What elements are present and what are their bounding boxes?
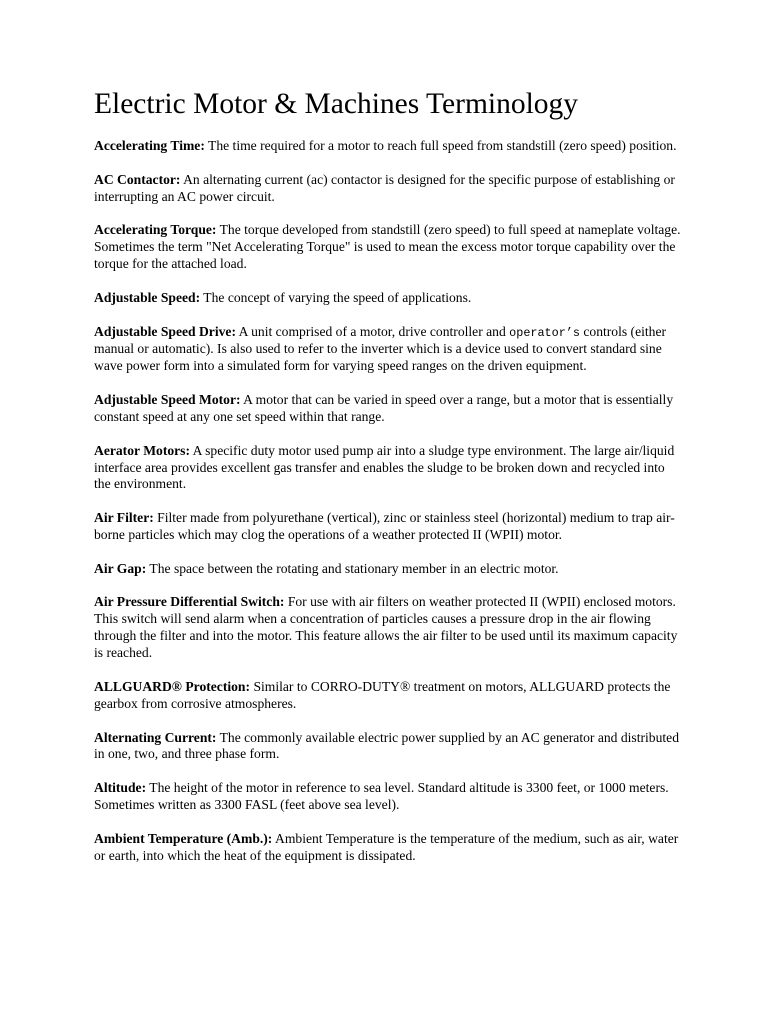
glossary-entry (94, 510, 684, 544)
glossary-term: Ambient Temperature (Amb.): (94, 830, 273, 846)
glossary-definition: The height of the motor in reference to sea level. Standard altitude is 3300 feet, or 1000 meters. Sometimes written as 3300 FASL (feet above sea level). (94, 780, 669, 813)
glossary-definition: controls (either manual or automatic). Is also used to refer to the inverter which is a device used to convert standard sine wave power form into a simulated form for varying speed ranges on the driven equipment. (94, 323, 667, 374)
glossary-term: AC Contactor: (94, 171, 181, 187)
document-page (94, 86, 684, 881)
glossary-term: Alternating Current: (94, 729, 217, 745)
glossary-term: Air Pressure Differential Switch: (94, 594, 285, 610)
glossary-term: Aerator Motors: (94, 442, 190, 458)
glossary-term: Air Gap: (94, 560, 147, 576)
glossary-definition: An alternating current (ac) contactor is designed for the specific purpose of establishing or interrupting an AC power circuit. (94, 171, 675, 204)
glossary-entry (94, 780, 684, 814)
glossary-term: Adjustable Speed Motor: (94, 392, 241, 408)
glossary-entry (94, 222, 684, 273)
glossary-entry (94, 831, 684, 865)
glossary-entry (94, 324, 684, 376)
glossary-term: Accelerating Torque: (94, 222, 217, 238)
glossary-term: Air Filter: (94, 510, 154, 526)
glossary-term: Altitude: (94, 780, 147, 796)
glossary-definition: Similar to CORRO-DUTY® treatment on motors, ALLGUARD protects the gearbox from corrosive atmospheres. (94, 678, 671, 711)
glossary-definition: Ambient Temperature is the temperature of the medium, such as air, water or earth, into which the heat of the equipment is dissipated. (94, 830, 679, 863)
glossary-term: Accelerating Time: (94, 138, 205, 153)
glossary-entry (94, 730, 684, 764)
glossary-entry (94, 172, 684, 206)
glossary-term: ALLGUARD® Protection: (94, 678, 251, 694)
glossary-definition: The time required for a motor to reach full speed from standstill (zero speed) position. (208, 138, 677, 153)
glossary-definition: The commonly available electric power supplied by an AC generator and distributed in one, two, and three phase form. (94, 729, 680, 762)
glossary-entry (94, 679, 684, 713)
glossary-definition: The space between the rotating and stationary member in an electric motor. (149, 560, 559, 576)
glossary-entry (94, 561, 684, 578)
glossary-definition: A unit comprised of a motor, drive controller and (238, 323, 506, 339)
glossary-definition: A specific duty motor used pump air into a sludge type environment. The large air/liquid interface area provides excellent gas transfer and enables the sludge to be broken down and recycled into the environment. (94, 442, 675, 492)
glossary-definition: The concept of varying the speed of applications. (203, 289, 472, 305)
glossary-term: Adjustable Speed Drive: (94, 323, 236, 339)
glossary-entry (94, 392, 684, 426)
glossary-entry (94, 290, 684, 307)
glossary-entry (94, 594, 684, 662)
glossary-definition: Filter made from polyurethane (vertical), zinc or stainless steel (horizontal) medium to trap air-borne particles which may clog the operations of a weather protected II (WPII) motor. (94, 510, 675, 543)
glossary-definition: For use with air filters on weather protected II (WPII) enclosed motors. This switch will send alarm when a concentration of particles causes a pressure drop in the air flowing through the filter and into the motor. This feature allows the air filter to be used until its maximum capacity is reached. (94, 594, 678, 661)
document-title: Electric Motor & Machines Terminology (94, 88, 579, 120)
glossary-entry (94, 138, 684, 155)
glossary-definition: The torque developed from standstill (zero speed) to full speed at nameplate voltage. Sometimes the term "Net Accelerating Torque" is used to mean the excess motor torque capability over the torque for the attached load. (94, 222, 681, 272)
glossary-entry (94, 443, 684, 494)
glossary-term: Adjustable Speed: (94, 289, 201, 305)
glossary-definition-mono: operator’s (509, 325, 580, 340)
glossary-definition: A motor that can be varied in speed over a range, but a motor that is essentially constant speed at any one set speed within that range. (94, 392, 674, 424)
